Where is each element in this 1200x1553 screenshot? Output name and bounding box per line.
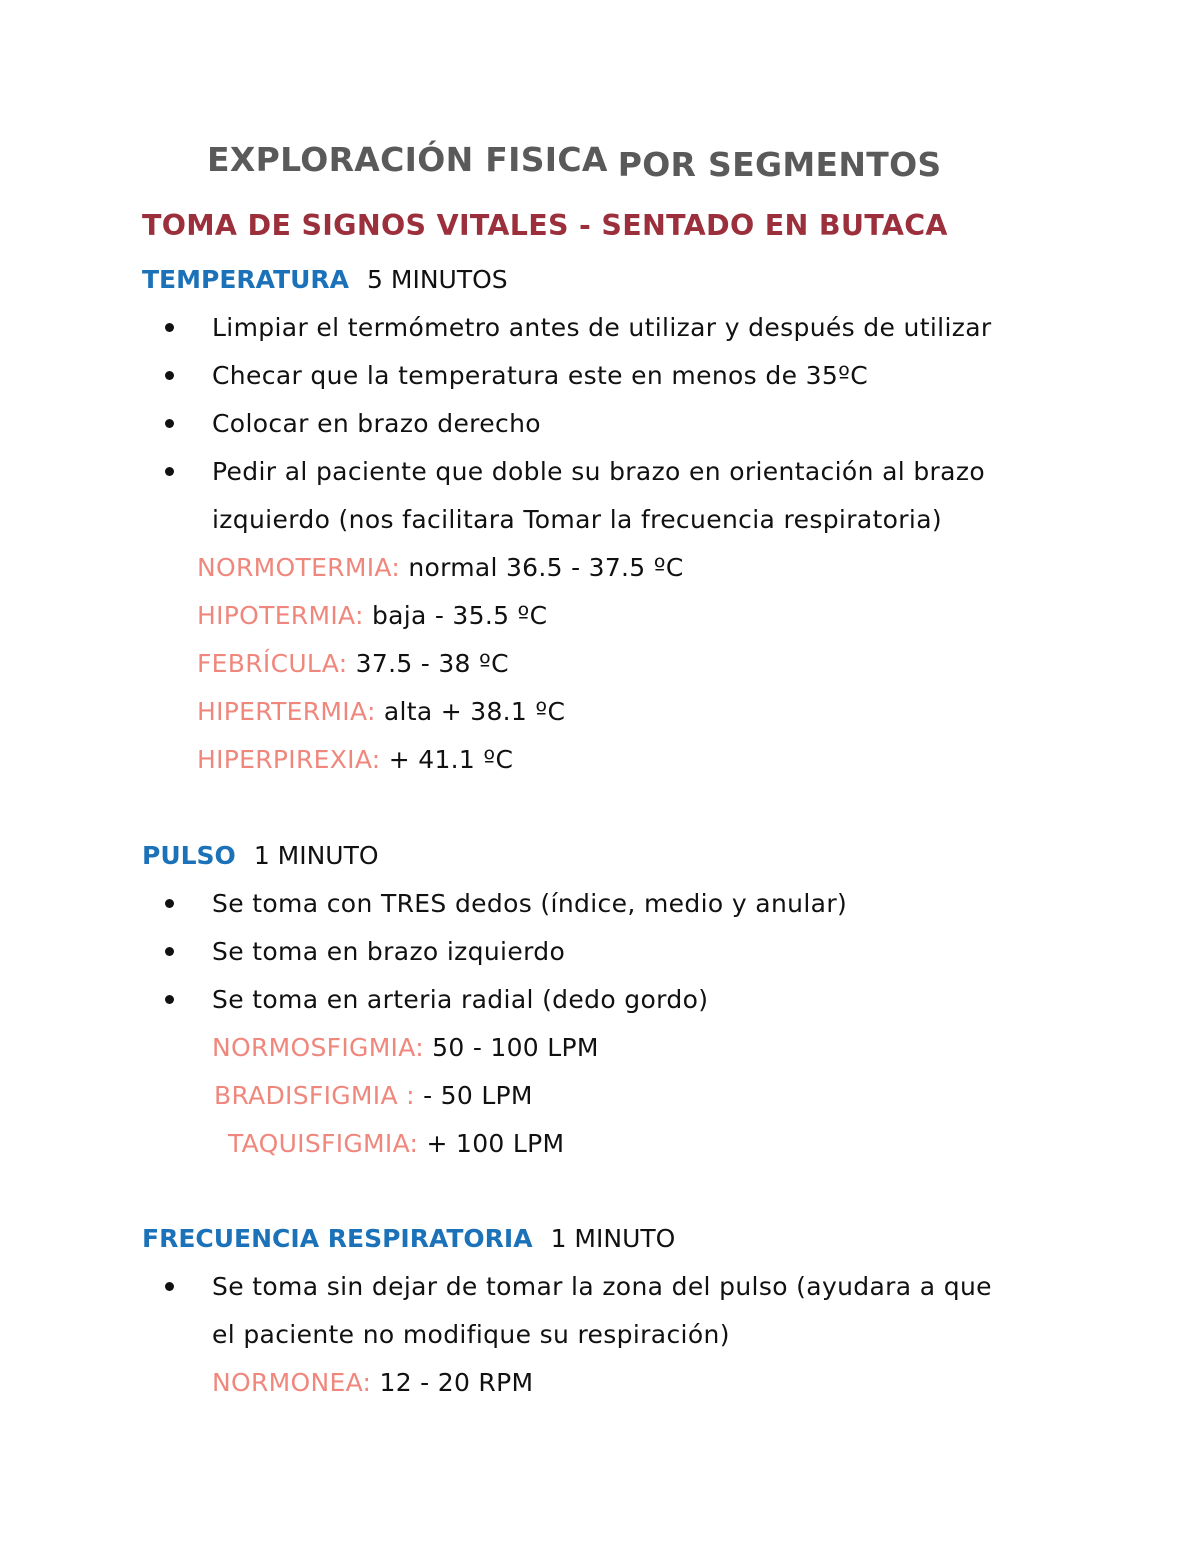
range-item	[228, 1129, 564, 1158]
range-item	[212, 1368, 533, 1397]
range-value: - 50 LPM	[414, 1081, 533, 1110]
range-item	[197, 745, 513, 774]
range-item	[214, 1081, 533, 1110]
range-value: alta + 38.1 ºC	[375, 697, 566, 726]
title-part-1: EXPLORACIÓN FISICA	[207, 140, 608, 179]
section-name: TEMPERATURA	[142, 265, 350, 294]
bullet-text-continuation: izquierdo (nos facilitara Tomar la frecuencia respiratoria)	[212, 505, 943, 534]
bullet-text: Se toma con TRES dedos (índice, medio y anular)	[212, 889, 848, 918]
range-item	[197, 649, 509, 678]
bullet-icon	[165, 995, 177, 1007]
section-name: FRECUENCIA RESPIRATORIA	[142, 1224, 533, 1253]
range-label: HIPERPIREXIA:	[197, 745, 381, 774]
bullet-text: Colocar en brazo derecho	[212, 409, 541, 438]
section-duration: 1 MINUTO	[550, 1224, 676, 1253]
bullet-text: Se toma en brazo izquierdo	[212, 937, 566, 966]
bullet-text: Limpiar el termómetro antes de utilizar y después de utilizar	[212, 313, 992, 342]
range-item	[212, 1033, 599, 1062]
bullet-text: Se toma sin dejar de tomar la zona del pulso (ayudara a que	[212, 1272, 992, 1301]
range-label: NORMOTERMIA:	[197, 553, 401, 582]
bullet-icon	[165, 899, 177, 911]
section-duration: 5 MINUTOS	[367, 265, 508, 294]
bullet-icon	[165, 419, 177, 431]
range-value: baja - 35.5 ºC	[363, 601, 548, 630]
range-label: NORMOSFIGMIA:	[212, 1033, 424, 1062]
bullet-text: Checar que la temperatura este en menos de 35ºC	[212, 361, 869, 390]
section-heading-temperatura	[142, 265, 508, 294]
range-value: + 100 LPM	[418, 1129, 565, 1158]
bullet-text: Pedir al paciente que doble su brazo en orientación al brazo	[212, 457, 985, 486]
range-label: HIPERTERMIA:	[197, 697, 376, 726]
range-label: TAQUISFIGMIA:	[228, 1129, 419, 1158]
range-item	[197, 553, 684, 582]
bullet-text-continuation: el paciente no modifique su respiración)	[212, 1320, 730, 1349]
title-part-2: POR SEGMENTOS	[617, 145, 942, 184]
range-label: BRADISFIGMIA :	[214, 1081, 415, 1110]
document-subtitle: TOMA DE SIGNOS VITALES - SENTADO EN BUTACA	[142, 209, 948, 242]
section-heading-frecuencia-respiratoria	[142, 1224, 675, 1253]
bullet-icon	[165, 1282, 177, 1294]
range-label: HIPOTERMIA:	[197, 601, 364, 630]
range-value: + 41.1 ºC	[380, 745, 514, 774]
section-name: PULSO	[142, 841, 236, 870]
bullet-icon	[165, 467, 177, 479]
range-value: 50 - 100 LPM	[423, 1033, 599, 1062]
bullet-icon	[165, 371, 177, 383]
section-duration: 1 MINUTO	[253, 841, 379, 870]
range-value: 12 - 20 RPM	[371, 1368, 534, 1397]
range-item	[197, 697, 565, 726]
section-heading-pulso	[142, 841, 379, 870]
range-label: NORMONEA:	[212, 1368, 372, 1397]
bullet-icon	[165, 323, 177, 335]
range-label: FEBRÍCULA:	[197, 649, 348, 678]
bullet-text: Se toma en arteria radial (dedo gordo)	[212, 985, 709, 1014]
bullet-icon	[165, 947, 177, 959]
range-value: normal 36.5 - 37.5 ºC	[400, 553, 684, 582]
range-item	[197, 601, 547, 630]
document-title	[207, 140, 942, 184]
range-value: 37.5 - 38 ºC	[347, 649, 509, 678]
